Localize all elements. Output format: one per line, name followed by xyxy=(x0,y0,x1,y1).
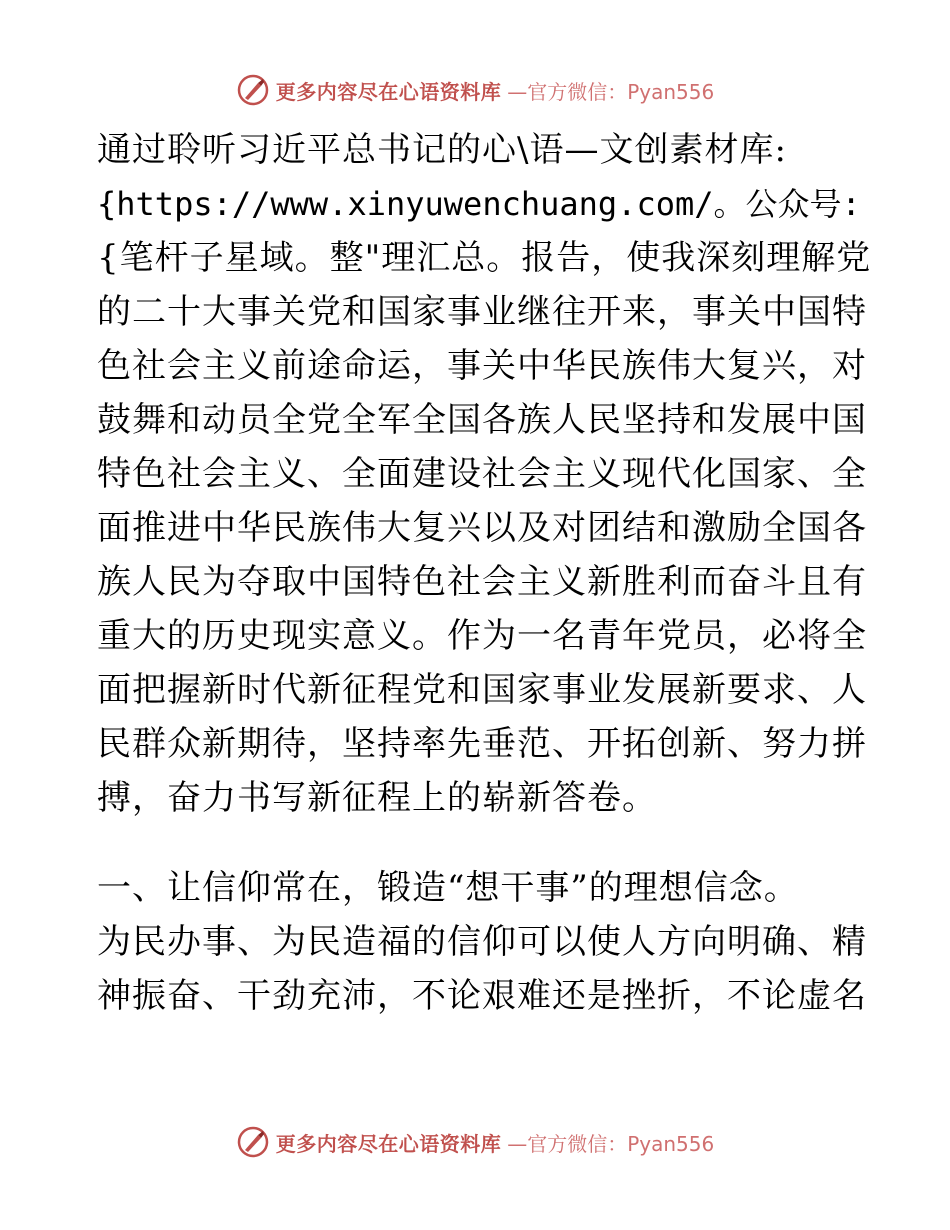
text-line: 通过聆听习近平总书记的心\语—文创素材库: xyxy=(97,130,787,170)
text-line: 族人民为夺取中国特色社会主义新胜利而奋斗且有 xyxy=(97,562,867,602)
text-line: 的二十大事关党和国家事业继往开来，事关中国特 xyxy=(97,292,867,332)
text-line: 特色社会主义、全面建设社会主义现代化国家、全 xyxy=(97,454,867,494)
banner-title: 更多内容尽在心语资料库 xyxy=(275,79,502,104)
text-line: 鼓舞和动员全党全军全国各族人民坚持和发展中国 xyxy=(97,400,867,440)
text-line: 色社会主义前途命运，事关中华民族伟大复兴，对 xyxy=(97,346,867,386)
text-line: 面推进中华民族伟大复兴以及对团结和激励全国各 xyxy=(97,508,867,548)
text-line: 为民办事、为民造福的信仰可以使人方向明确、精 xyxy=(97,922,867,962)
text-line-url: {https://www.xinyuwenchuang.com/。公众号: xyxy=(97,185,861,223)
footer-banner xyxy=(0,1122,950,1162)
quill-pen-icon xyxy=(236,73,270,107)
text-line: 重大的历史现实意义。作为一名青年党员，必将全 xyxy=(97,616,867,656)
text-line: 搏，奋力书写新征程上的崭新答卷。 xyxy=(97,778,657,818)
text-line: 神振奋、干劲充沛，不论艰难还是挫折，不论虚名 xyxy=(97,976,867,1016)
banner-wechat: —官方微信：Pyan556 xyxy=(507,1131,715,1156)
header-banner xyxy=(0,70,950,110)
section-heading: 一、让信仰常在，锻造“想干事”的理想信念。 xyxy=(97,868,799,908)
text-line: 面把握新时代新征程党和国家事业发展新要求、人 xyxy=(97,670,867,710)
banner-title: 更多内容尽在心语资料库 xyxy=(275,1131,502,1156)
text-line: {笔杆子星域。整"理汇总。报告，使我深刻理解党 xyxy=(97,238,872,278)
paragraph-gap xyxy=(97,825,857,861)
text-line: 民群众新期待，坚持率先垂范、开拓创新、努力拼 xyxy=(97,724,867,764)
quill-pen-icon xyxy=(236,1125,270,1159)
banner-wechat: —官方微信：Pyan556 xyxy=(507,79,715,104)
document-body xyxy=(97,123,872,1023)
